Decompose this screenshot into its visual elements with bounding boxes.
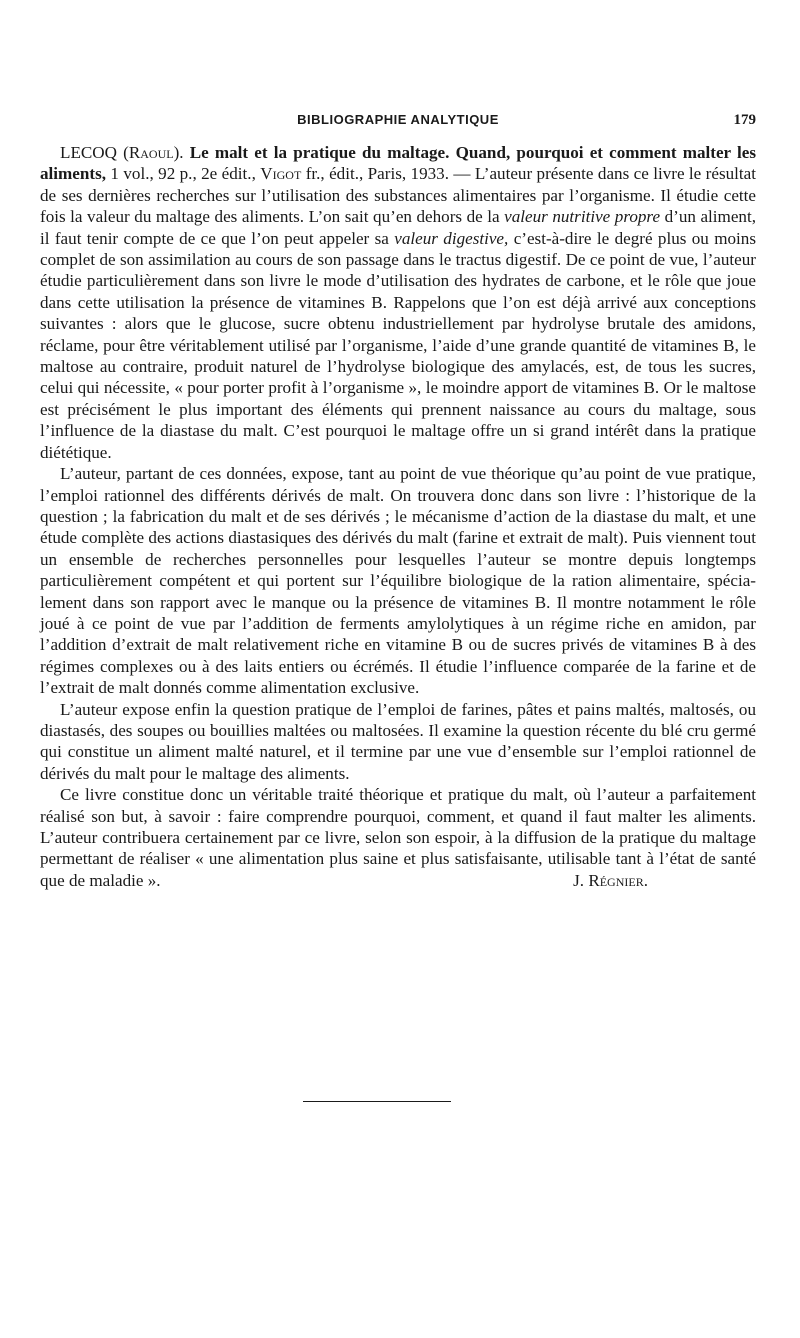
running-head: [40, 112, 756, 136]
review-paragraph-1: [40, 142, 756, 463]
book-title: Le malt et la pratique du maltage. Quand, pourquoi et comment malter les aliments,: [40, 143, 756, 184]
review-text-segment-2: d’un aliment, il faut tenir compte de ce que l’on peut appeler sa: [40, 207, 756, 248]
running-head-title: BIBLIOGRAPHIE ANALYTIQUE: [297, 112, 499, 127]
reviewer-signature: J. Régnier.: [573, 870, 648, 890]
page-number: 179: [733, 112, 756, 128]
publication-details: fr., édit., Paris, 1933. — L’auteur présente dans ce livre le résultat de ses dernières recherches sur l’utilisation des substances alimentaires par l’organisme. Il étudie cette fois la valeur du maltage des aliments. L’on sait qu’en dehors de la: [40, 164, 756, 227]
italic-term-digestive: valeur digestive,: [394, 228, 509, 248]
section-divider-rule: [303, 1101, 451, 1102]
review-paragraph-2: L’auteur, partant de ces données, expose, tant au point de vue théorique qu’au point de vue pratique, l’emploi rationnel des différents dérivés de malt. On trouvera donc dans son livre : l’historique de la question ; la fabrication du malt et de ses dérivés ; le mécanisme d’action de la diastase du malt, et une étude complète des actions diastasiques des dérivés du malt (farine et extrait de malt). Puis viennent tout un ensemble de recherches personnelles pour lesquelles l’auteur se montre depuis longtemps particulièrement compétent et qui portent sur l’équilibre biologique de la ration alimentaire, spécialement dans son rapport avec le manque ou la présence de vitamines B. Il montre notamment le rôle joué à ce point de vue par l’addition de ferments amylolytiques à un régime riche en amidon, par l’addition d’extrait de malt relativement riche en vitamine B ou de sucres privés de vitamines B à des régimes complexes ou à des laits entiers ou écrémés. Il étudie l’influence comparée de la farine et de l’extrait de malt donnés comme alimentation exclusive.: [40, 464, 756, 698]
review-body: [40, 142, 756, 891]
author-surname: LECOQ: [60, 143, 117, 162]
review-paragraph-3: L’auteur expose enfin la question pratique de l’emploi de farines, pâtes et pains maltés, maltosés, ou diastasés, des soupes ou bouillies maltées ou maltosées. Il examine la question récente du blé cru germé qui constitue un aliment malté naturel, et il termine par une vue d’ensemble sur l’emploi rationnel de dérivés du malt pour le maltage des aliments.: [40, 699, 756, 783]
italic-term-nutritive: valeur nutritive propre: [504, 207, 661, 227]
author-given-name: (Raoul).: [123, 143, 184, 162]
book-volume-info: 1 vol., 92 p., 2e édit.,: [110, 164, 256, 184]
review-paragraph-4: [40, 784, 756, 891]
review-closing-text: Ce livre constitue donc un véritable traité théorique et pratique du malt, où l’auteur a parfaitement réalisé son but, à savoir : faire comprendre pourquoi, comment, et quand il faut malter les aliments. L’auteur contribuera certainement par ce livre, selon son espoir, à la diffusion de la pratique du maltage permettant de réaliser « une alimentation plus saine et plus satisfaisante, utilisable tant à l’état de santé que de maladie ».: [40, 785, 756, 890]
review-text-segment-3: c’est-à-dire le degré plus ou moins complet de son assimilation au cours de son passage dans le tractus digestif. De ce point de vue, l’auteur étudie particulièrement dans son livre le mode d’utilisation des hydrates de carbone, et le rôle que joue dans cette utilisation la présence de vitamines B. Rappelons que l’on est déjà arrivé aux conceptions suivantes : alors que le glucose, sucre obtenu industriellement par hydrolyse brutale des amidons, réclame, pour être véritablement utilisé par l’organisme, l’aide d’une grande quantité de vitamines B, le maltose au contraire, produit naturel de l’hydrolyse biologique des amylacés, est, de tous les sucres, celui qui nécessite, « pour porter profit à l’organisme », le moindre apport de vitamines B. Or le maltose est précisément le plus important des éléments qui prennent naissance au cours du maltage, sous l’influence de la diastase du malt. C’est pourquoi le maltage offre un si grand intérêt dans la pratique diététique.: [40, 228, 757, 462]
publisher-name: Vigot: [260, 164, 302, 184]
